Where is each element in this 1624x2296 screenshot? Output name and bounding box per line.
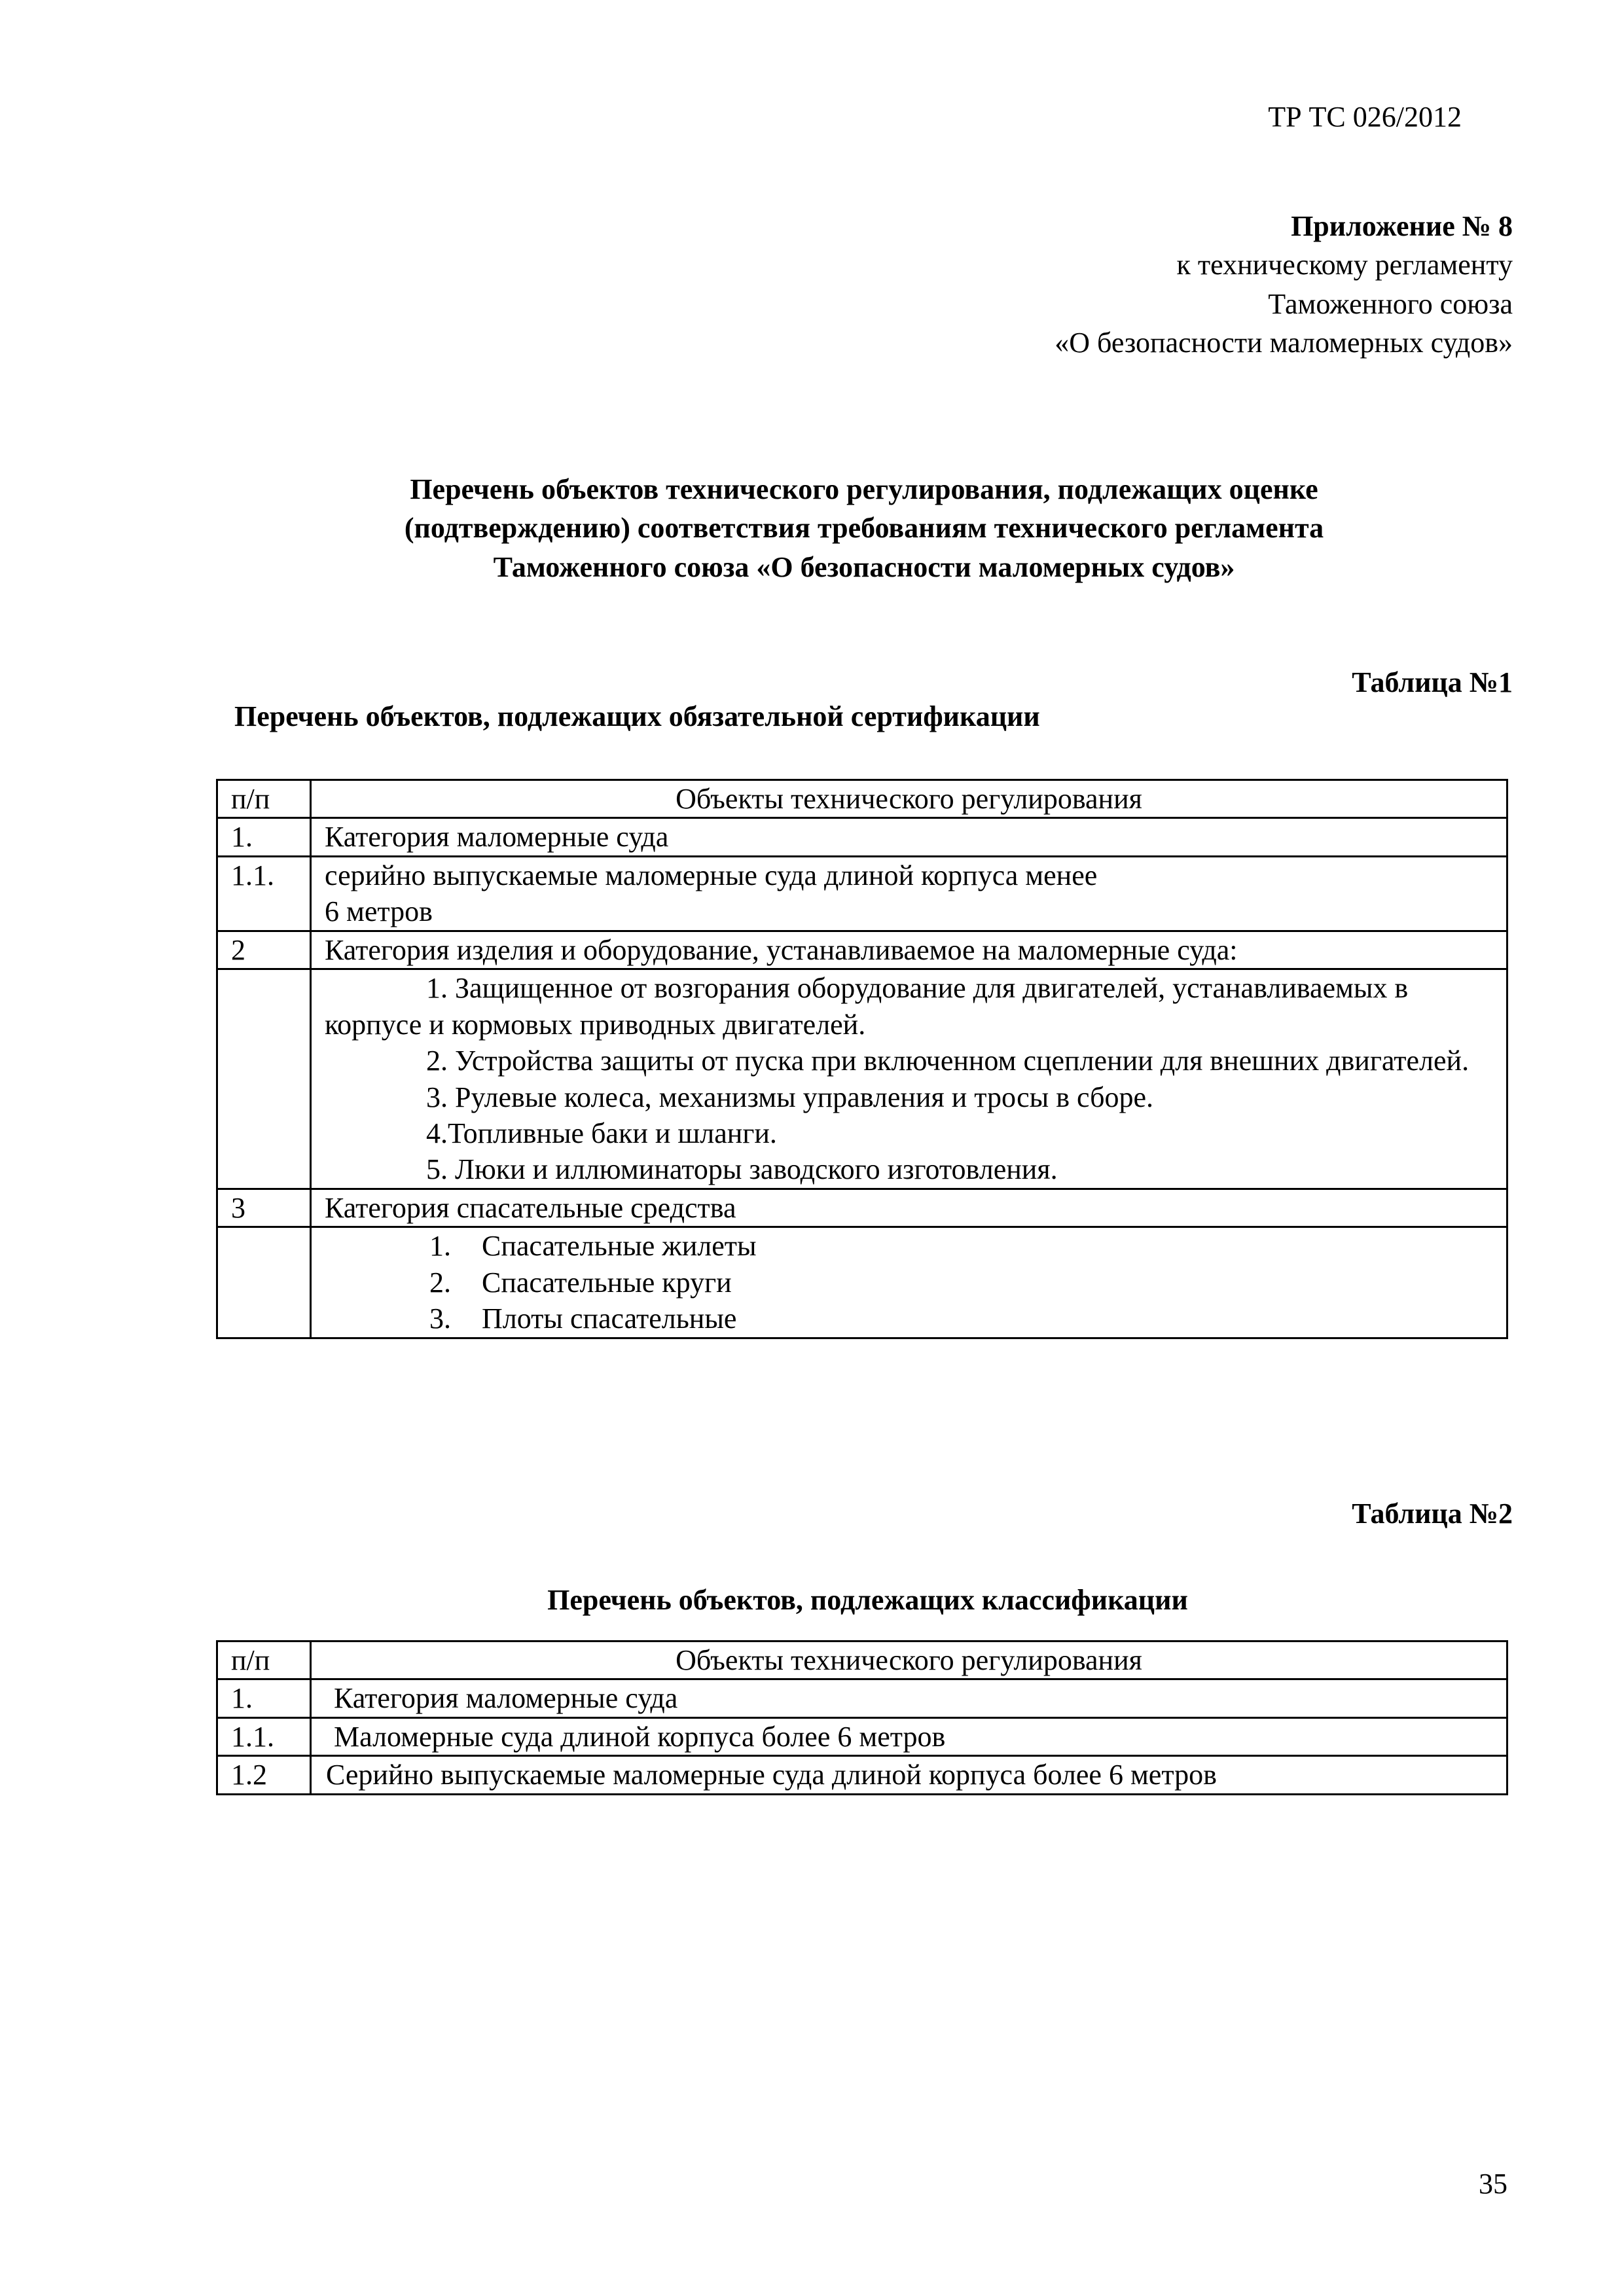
list-item-text: Спасательные круги [482, 1266, 732, 1299]
table-row [217, 818, 1507, 856]
equipment-item: 1. Защищенное от возгорания оборудование для двигателей, устанавливаемых в корпусе и кормовых приводных двигателей. [325, 972, 1409, 1041]
table-header-row [217, 780, 1507, 818]
table-header-row [217, 1641, 1507, 1679]
classification-table [216, 1640, 1508, 1795]
row-text-line: 6 метров [325, 895, 433, 928]
table-row [217, 1227, 1507, 1338]
list-item [325, 1300, 1493, 1336]
row-items [311, 969, 1507, 1189]
table-row [217, 1189, 1507, 1227]
equipment-item: 5. Люки и иллюминаторы заводского изготовления. [426, 1153, 1058, 1186]
list-item-text: Плоты спасательные [482, 1302, 737, 1335]
equipment-item: 4.Топливные баки и шланги. [426, 1117, 777, 1149]
list-item-number: 1. [429, 1230, 451, 1263]
document-code: ТР ТС 026/2012 [1268, 101, 1462, 133]
row-text: Серийно выпускаемые маломерные суда длиной корпуса более 6 метров [311, 1756, 1507, 1794]
page-number: 35 [1479, 2168, 1507, 2200]
table2-title-wrap [0, 1581, 1624, 1619]
row-num [217, 969, 311, 1189]
row-num: 1. [217, 818, 311, 856]
header-objects: Объекты технического регулирования [311, 1641, 1507, 1679]
row-num: 2 [217, 931, 311, 969]
certification-table [216, 779, 1508, 1339]
row-text: Категория спасательные средства [311, 1189, 1507, 1227]
row-num [217, 1227, 311, 1338]
row-text: Категория маломерные суда [311, 1679, 1507, 1717]
row-text: Маломерные суда длиной корпуса более 6 метров [311, 1717, 1507, 1755]
table2-caption: Таблица №2 [1352, 1498, 1513, 1530]
row-text: Категория маломерные суда [311, 818, 1507, 856]
header-num: п/п [217, 780, 311, 818]
list-item-number: 2. [429, 1266, 451, 1299]
main-title [216, 470, 1512, 586]
list-item-text: Спасательные жилеты [482, 1230, 757, 1263]
table-row [217, 1756, 1507, 1794]
row-text-line: серийно выпускаемые маломерные суда длиной корпуса менее [325, 859, 1098, 891]
table-row [217, 1717, 1507, 1755]
main-title-line: (подтверждению) соответствия требованиям технического регламента [404, 512, 1324, 545]
main-title-line: Перечень объектов технического регулирования, подлежащих оценке [410, 473, 1318, 505]
table1-caption: Таблица №1 [1352, 666, 1513, 698]
row-text [311, 856, 1507, 931]
table1-title: Перечень объектов, подлежащих обязательной сертификации [234, 700, 1040, 732]
row-num: 1. [217, 1679, 311, 1717]
annex-line: Таможенного союза [1268, 287, 1513, 320]
list-item [325, 1265, 1493, 1300]
annex-title: Приложение № 8 [1291, 210, 1513, 242]
row-num: 1.2 [217, 1756, 311, 1794]
header-objects: Объекты технического регулирования [311, 780, 1507, 818]
header-num: п/п [217, 1641, 311, 1679]
main-title-line: Таможенного союза «О безопасности маломерных судов» [493, 550, 1235, 583]
table-row [217, 931, 1507, 969]
row-num: 1.1. [217, 856, 311, 931]
table-row [217, 856, 1507, 931]
row-num: 3 [217, 1189, 311, 1227]
row-text: Категория изделия и оборудование, устанавливаемое на маломерные суда: [311, 931, 1507, 969]
row-list [311, 1227, 1507, 1338]
annex-block [727, 207, 1513, 363]
annex-line: «О безопасности маломерных судов» [1055, 327, 1513, 359]
list-item [325, 1228, 1493, 1264]
equipment-item: 3. Рулевые колеса, механизмы управления и тросы в сборе. [426, 1081, 1153, 1113]
table-row [217, 969, 1507, 1189]
rescue-means-list [325, 1228, 1493, 1336]
equipment-item: 2. Устройства защиты от пуска при включенном сцеплении для внешних двигателей. [426, 1045, 1470, 1077]
row-num: 1.1. [217, 1717, 311, 1755]
annex-line: к техническому регламенту [1176, 249, 1513, 281]
table2-title: Перечень объектов, подлежащих классификации [547, 1584, 1188, 1616]
list-item-number: 3. [429, 1302, 451, 1335]
table-row [217, 1679, 1507, 1717]
